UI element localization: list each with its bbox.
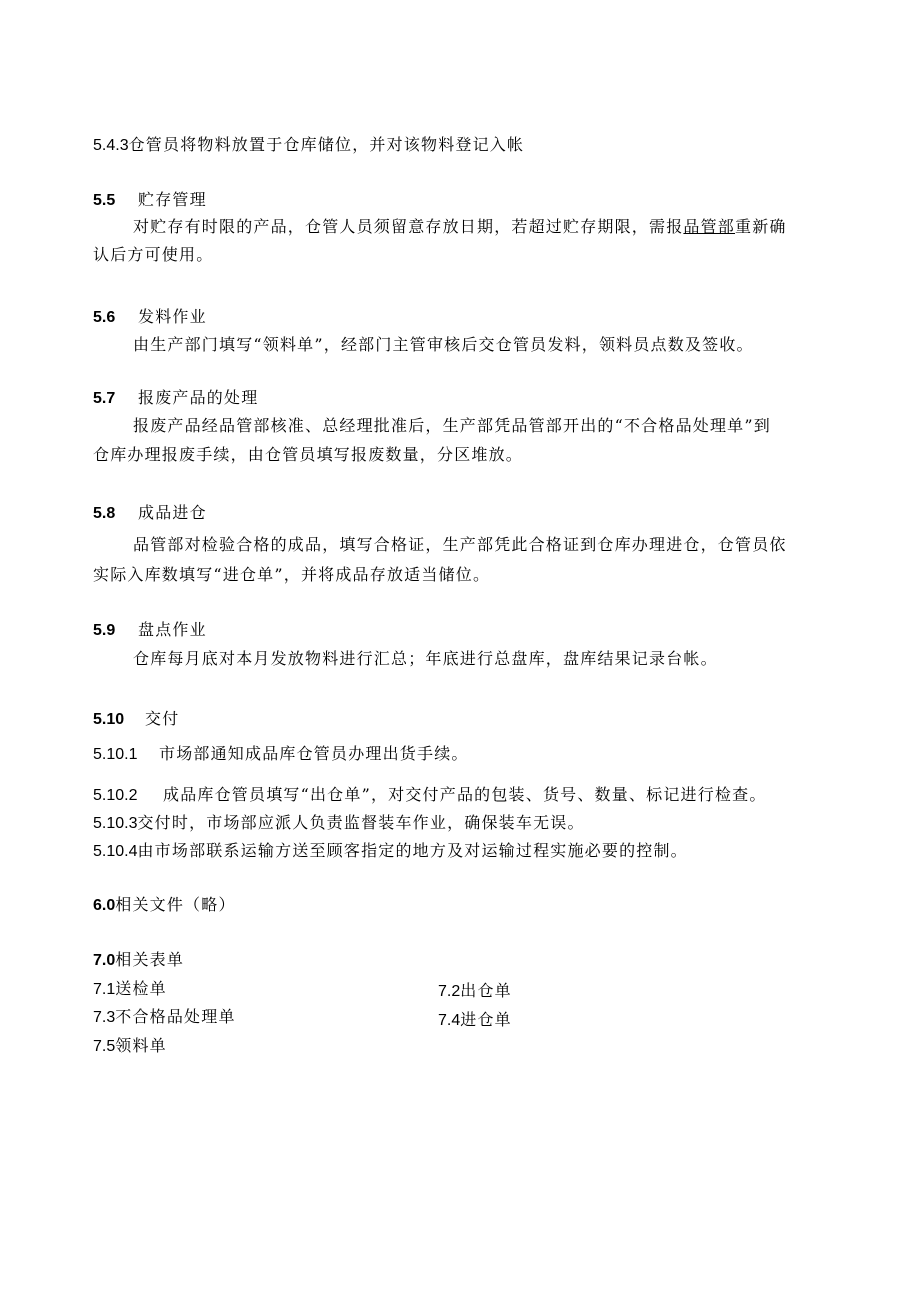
- form-name: 进仓单: [460, 1010, 512, 1029]
- clause-number: 5.10.2: [93, 787, 138, 804]
- form-name: 领料单: [115, 1036, 167, 1055]
- section-heading-5-5: [93, 189, 207, 212]
- section-title: 成品进仓: [138, 503, 207, 522]
- paragraph-text: 对贮存有时限的产品，仓管人员须留意存放日期，若超过贮存期限，需报: [133, 217, 684, 236]
- paragraph-line: 仓库办理报废手续，由仓管员填写报废数量，分区堆放。: [93, 445, 524, 464]
- form-item-7-2: [438, 980, 512, 1003]
- section-number: 6.0: [93, 897, 116, 914]
- form-number: 7.3: [93, 1009, 116, 1026]
- clause-5-10-4: [93, 840, 688, 863]
- section-number: 5.9: [93, 622, 116, 639]
- form-number: 7.5: [93, 1038, 116, 1055]
- clause-text: 成品库仓管员填写“出仓单”，对交付产品的包装、货号、数量、标记进行检查。: [163, 785, 767, 804]
- paragraph-line: 品管部对检验合格的成品，填写合格证，生产部凭此合格证到仓库办理进仓，仓管员依: [133, 535, 787, 554]
- paragraph-text: 重新确: [735, 217, 787, 236]
- clause-text: 市场部通知成品库仓管员办理出货手续。: [159, 744, 469, 763]
- section-title: 贮存管理: [138, 190, 207, 209]
- section-number: 5.6: [93, 309, 116, 326]
- clause-number: 5.4.3: [93, 137, 129, 154]
- paragraph-line: 报废产品经品管部核准、总经理批准后，生产部凭品管部开出的“不合格品处理单”到: [133, 416, 771, 435]
- section-title: 交付: [145, 709, 180, 728]
- clause-5-10-1: [93, 743, 469, 766]
- clause-5-4-3: [93, 134, 524, 157]
- form-item-7-1: [93, 978, 167, 1001]
- clause-text: 仓管员将物料放置于仓库储位，并对该物料登记入帐: [128, 135, 525, 154]
- underlined-text: 品管部: [683, 217, 736, 236]
- section-heading-5-7: [93, 387, 258, 410]
- section-title: 盘点作业: [138, 620, 207, 639]
- paragraph-line: 仓库每月底对本月发放物料进行汇总；年底进行总盘库，盘库结果记录台帐。: [133, 649, 718, 668]
- paragraph-line: 由生产部门填写“领料单”，经部门主管审核后交仓管员发料，领料员点数及签收。: [133, 335, 754, 354]
- section-heading-5-9: [93, 619, 207, 642]
- form-name: 不合格品处理单: [115, 1007, 236, 1026]
- section-heading-7-0: [93, 949, 184, 972]
- section-number: 7.0: [93, 952, 116, 969]
- section-number: 5.5: [93, 192, 116, 209]
- form-number: 7.4: [438, 1012, 461, 1029]
- form-name: 送检单: [115, 979, 167, 998]
- clause-5-10-2: [93, 784, 767, 807]
- section-title: 相关文件（略）: [115, 895, 236, 914]
- paragraph-line: [133, 216, 787, 238]
- section-title: 报废产品的处理: [138, 388, 259, 407]
- paragraph-line: 实际入库数填写“进仓单”，并将成品存放适当储位。: [93, 565, 491, 584]
- clause-number: 5.10.1: [93, 746, 138, 763]
- form-number: 7.2: [438, 983, 461, 1000]
- clause-number: 5.10.3: [93, 815, 138, 832]
- section-heading-5-10: [93, 708, 179, 731]
- section-heading-6-0: [93, 894, 236, 917]
- paragraph-line: 认后方可使用。: [93, 245, 214, 264]
- section-number: 5.7: [93, 390, 116, 407]
- form-item-7-5: [93, 1035, 167, 1058]
- clause-text: 由市场部联系运输方送至顾客指定的地方及对运输过程实施必要的控制。: [137, 841, 688, 860]
- form-item-7-3: [93, 1006, 236, 1029]
- clause-text: 交付时，市场部应派人负责监督装车作业，确保装车无误。: [137, 813, 585, 832]
- section-title: 发料作业: [138, 307, 207, 326]
- section-number: 5.8: [93, 505, 116, 522]
- form-name: 出仓单: [460, 981, 512, 1000]
- form-item-7-4: [438, 1009, 512, 1032]
- section-heading-5-6: [93, 306, 207, 329]
- section-title: 相关表单: [115, 950, 185, 969]
- section-heading-5-8: [93, 502, 207, 525]
- clause-5-10-3: [93, 812, 585, 835]
- section-number: 5.10: [93, 711, 125, 728]
- form-number: 7.1: [93, 981, 116, 998]
- clause-number: 5.10.4: [93, 843, 138, 860]
